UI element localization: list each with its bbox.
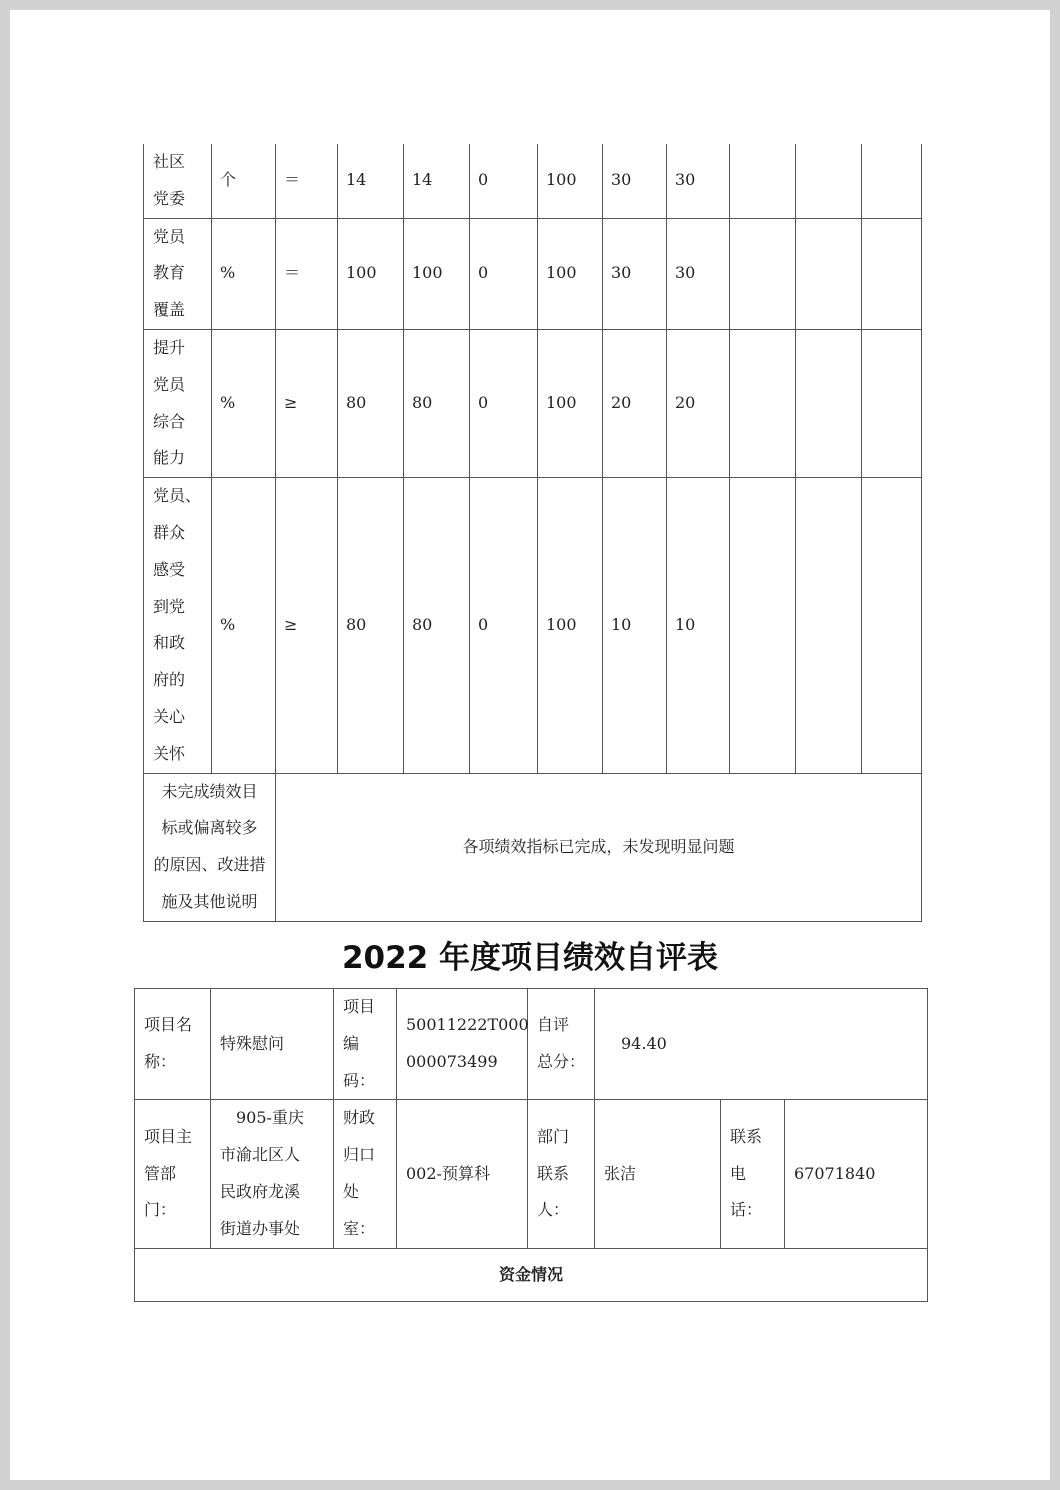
explanation-value: 各项绩效指标已完成，未发现明显问题	[276, 773, 922, 921]
explanation-label: 未完成绩效目 标或偏离较多 的原因、改进措 施及其他说明	[144, 773, 276, 921]
indicator-score: 10	[667, 478, 730, 773]
phone-label: 联系 电话：	[721, 1100, 785, 1248]
indicator-actual: 80	[404, 329, 470, 477]
total-score-label: 自评 总分：	[528, 989, 595, 1100]
finance-office-value: 002-预算科	[397, 1100, 528, 1248]
empty-cell	[730, 329, 796, 477]
empty-cell	[796, 144, 862, 218]
indicator-deviation: 0	[470, 144, 538, 218]
form-title: 2022 年度项目绩效自评表	[341, 940, 719, 976]
indicator-name: 党员 教育 覆盖	[144, 218, 212, 329]
table-row	[144, 218, 922, 329]
phone-value: 67071840	[785, 1100, 928, 1248]
indicator-target: 100	[338, 218, 404, 329]
empty-cell	[796, 218, 862, 329]
empty-cell	[862, 329, 922, 477]
funding-section-header: 资金情况	[135, 1248, 928, 1301]
empty-cell	[862, 478, 922, 773]
contact-person-label: 部门 联系 人：	[528, 1100, 595, 1248]
table-row	[135, 989, 928, 1100]
indicator-score: 30	[667, 218, 730, 329]
indicator-rate: 100	[538, 478, 603, 773]
table-row	[144, 144, 922, 218]
indicator-deviation: 0	[470, 218, 538, 329]
indicator-operator: ≥	[276, 329, 338, 477]
project-code-value: 50011222T000 000073499	[397, 989, 528, 1100]
indicator-actual: 14	[404, 144, 470, 218]
empty-cell	[862, 144, 922, 218]
table-row	[144, 329, 922, 477]
project-name-value: 特殊慰问	[211, 989, 334, 1100]
indicator-score: 20	[667, 329, 730, 477]
department-value: 905-重庆 市渝北区人 民政府龙溪 街道办事处	[211, 1100, 334, 1248]
project-code-label: 项目 编 码：	[334, 989, 397, 1100]
contact-person-value: 张洁	[595, 1100, 721, 1248]
indicator-score: 30	[667, 144, 730, 218]
indicator-deviation: 0	[470, 478, 538, 773]
indicator-name: 提升 党员 综合 能力	[144, 329, 212, 477]
empty-cell	[730, 218, 796, 329]
indicator-table	[143, 144, 922, 922]
table-row	[135, 1100, 928, 1248]
indicator-actual: 100	[404, 218, 470, 329]
empty-cell	[796, 478, 862, 773]
indicator-actual: 80	[404, 478, 470, 773]
indicator-name: 社区 党委	[144, 144, 212, 218]
empty-cell	[730, 144, 796, 218]
indicator-target: 80	[338, 478, 404, 773]
document-page	[10, 10, 1050, 1480]
table-row	[144, 478, 922, 773]
indicator-operator: ＝	[276, 144, 338, 218]
empty-cell	[730, 478, 796, 773]
indicator-unit: %	[212, 478, 276, 773]
indicator-unit: %	[212, 329, 276, 477]
indicator-target: 14	[338, 144, 404, 218]
indicator-operator: ＝	[276, 218, 338, 329]
department-label: 项目主 管部 门：	[135, 1100, 211, 1248]
project-info-table	[134, 988, 928, 1302]
indicator-rate: 100	[538, 329, 603, 477]
indicator-weight: 20	[603, 329, 667, 477]
empty-cell	[796, 329, 862, 477]
table-row	[135, 1248, 928, 1301]
indicator-weight: 10	[603, 478, 667, 773]
total-score-value: 94.40	[595, 989, 928, 1100]
indicator-deviation: 0	[470, 329, 538, 477]
indicator-rate: 100	[538, 144, 603, 218]
indicator-weight: 30	[603, 218, 667, 329]
empty-cell	[862, 218, 922, 329]
finance-office-label: 财政 归口 处 室：	[334, 1100, 397, 1248]
indicator-rate: 100	[538, 218, 603, 329]
indicator-weight: 30	[603, 144, 667, 218]
indicator-name: 党员、 群众 感受 到党 和政 府的 关心 关怀	[144, 478, 212, 773]
indicator-unit: 个	[212, 144, 276, 218]
indicator-target: 80	[338, 329, 404, 477]
explanation-row	[144, 773, 922, 921]
project-name-label: 项目名 称：	[135, 989, 211, 1100]
indicator-unit: %	[212, 218, 276, 329]
indicator-operator: ≥	[276, 478, 338, 773]
